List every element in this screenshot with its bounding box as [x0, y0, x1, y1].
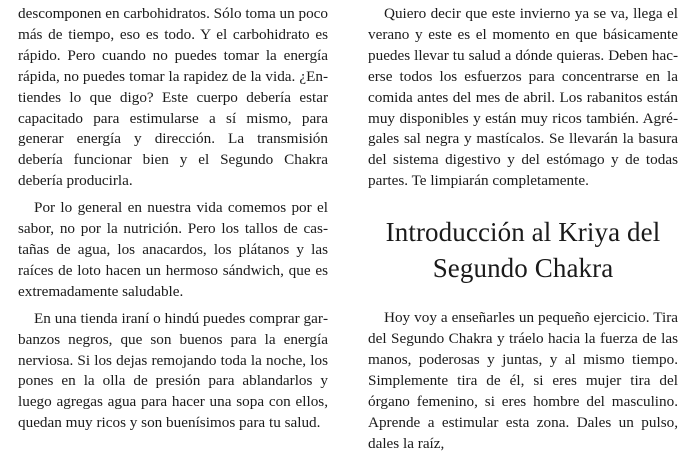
section-heading: Introducción al Kriya del Segundo Chakra	[385, 217, 661, 284]
paragraph-black-chickpeas: En una tienda iraní o hindú puedes comprar garbanzos negros, que son buenos para la energía nerviosa. Si los dejas remojando toda la noche, los pones en la olla de presión para ablandarlos y luego agregas agua para hacer una sopa con ellos, quedan muy ricos y son buenísimos para tu salud.	[18, 309, 328, 432]
paragraph-exercise-intro: Hoy voy a enseñarles un pequeño ejercicio. Tira del Segundo Chakra y tráelo hacia la fuerza de las manos, poderosas y juntas, y al mismo tiempo. Simplemente tira de él, si eres mujer tira del órgano femenino, si eres hombre del masculino. Aprende a estimular esta zona. Dales un pulso, dales la raíz,	[368, 309, 678, 452]
right-column	[368, 4, 678, 461]
left-column	[18, 4, 328, 440]
paragraph-continued: descomponen en carbohidratos. Sólo toma un poco más de tiempo, eso es todo. Y el carbohidrato es rápido. Pero cuando no puedes tomar la energía rápida, no puedes tomar la rapidez de la vida. ¿Entiendes lo que digo? Este cuerpo debería estar capacitado para estimularse a sí mismo, para generar energía y dirección. La transmisión debería funcionar bien y el Segundo Chakra debería producirla.	[18, 5, 329, 190]
paragraph-winter-radishes: Quiero decir que este invierno ya se va, llega el verano y este es el momento en que básicamente puedes llevar tu salud a dónde quieras. Deben hacerse todos los esfuerzos para concentrarse en la comida antes del mes de abril. Los rabanitos están muy disponibles y están muy ricos también. Agrégales sal negra y mastícalos. Se llevarán la basura del sistema digestivo y del estómago y de todas partes. Te limpiarán completamente.	[368, 5, 678, 190]
paragraph-flavor-nutrition: Por lo general en nuestra vida comemos por el sabor, no por la nutrición. Pero los tallos de castañas de agua, los anacardos, los plátanos y las raíces de loto hacen un hermoso sándwich, que es extremadamente saludable.	[18, 199, 328, 300]
